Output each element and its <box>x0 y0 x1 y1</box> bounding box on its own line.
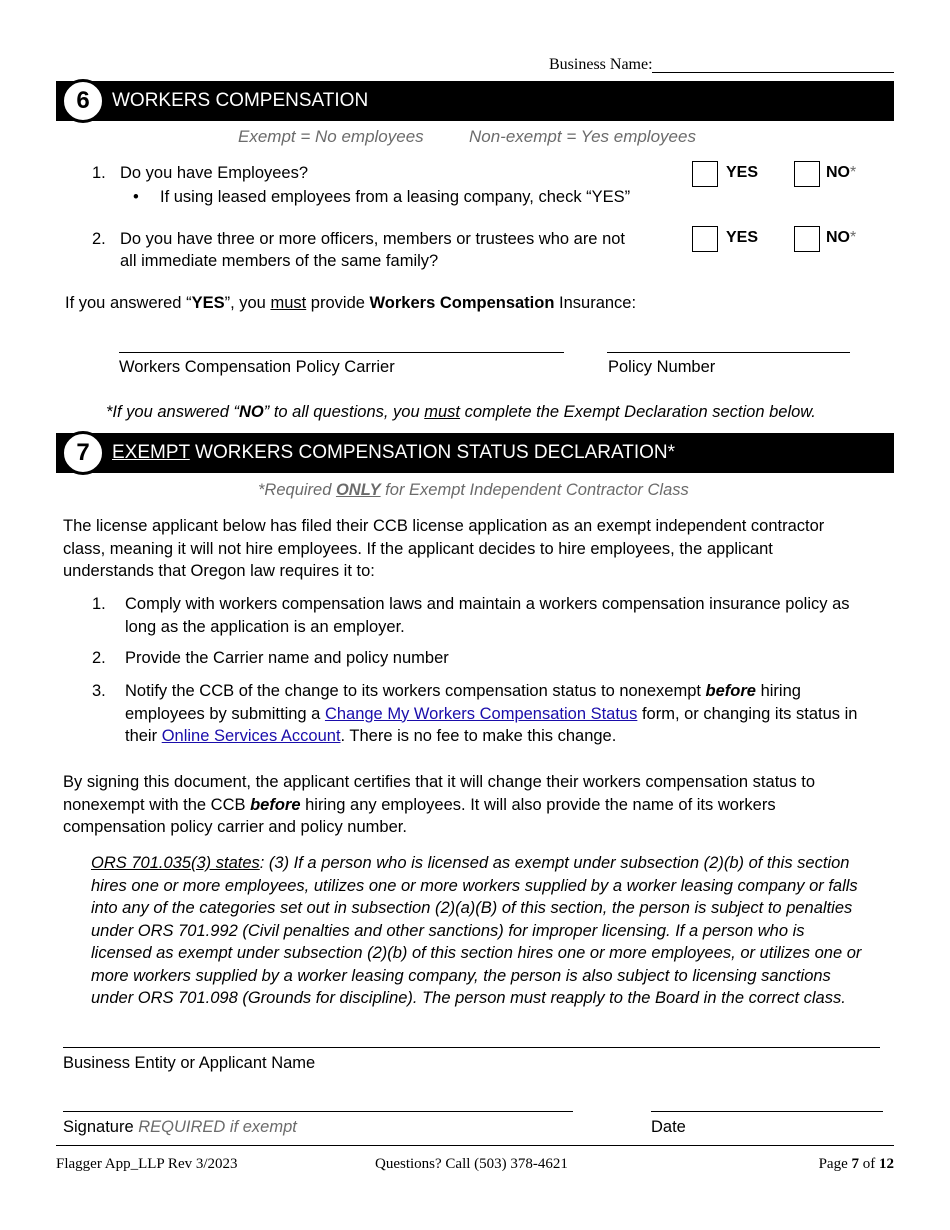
question-1-number: 1. <box>92 164 106 182</box>
question-1-text: Do you have Employees? <box>120 164 309 182</box>
signature-label: Signature REQUIRED if exempt <box>63 1118 297 1136</box>
q2-no-label: NO* <box>826 229 857 246</box>
bullet-icon: • <box>133 188 139 206</box>
section-7-title: EXEMPT WORKERS COMPENSATION STATUS DECLARATION* <box>112 442 676 463</box>
ors-statute-quote: ORS 701.035(3) states: (3) If a person who is licensed as exempt under subsection (2)(b) of this section hires one or more employees, utilizes one or more workers supplied by a worker leasing company or falls into any of the categories set out in subsection (2)(a)(B) of this section, the person is subject to penalties under ORS 701.992 (Civil penalties and other sanctions) for improper licensing. If a person who is licensed as exempt under subsection (2)(b) of this section hires one or more employees, or utilizes one or more workers supplied by a worker leasing company, the person is also subject to licensing sanctions under ORS 701.098 (Grounds for discipline). The person must reapply to the Board in the correct class. <box>91 854 862 1007</box>
item-1-number: 1. <box>92 595 106 613</box>
item-1-text: Comply with workers compensation laws and maintain a workers compensation insurance policy as long as the application is an employer. <box>125 595 850 636</box>
carrier-field[interactable] <box>119 352 564 353</box>
certification-paragraph: By signing this document, the applicant certifies that it will change their workers compensation status to nonexempt with the CCB before hiring any employees. It will also provide the name of its workers compensation policy carrier and policy number. <box>63 773 816 836</box>
item-2-text: Provide the Carrier name and policy number <box>125 649 449 667</box>
footer-page-number: Page 7 of 12 <box>818 1156 894 1172</box>
section-7-number: 7 <box>61 431 105 475</box>
policy-number-label: Policy Number <box>608 358 716 376</box>
q1-no-checkbox[interactable] <box>794 161 820 187</box>
q2-yes-label: YES <box>726 229 759 246</box>
business-name-field[interactable] <box>652 72 894 73</box>
signature-field[interactable] <box>63 1111 573 1112</box>
policy-number-field[interactable] <box>607 352 850 353</box>
question-2-line-1: Do you have three or more officers, members or trustees who are not <box>120 230 626 248</box>
legend-nonexempt: Non-exempt = Yes employees <box>469 127 696 146</box>
footer-questions: Questions? Call (503) 378-4621 <box>375 1156 568 1172</box>
item-2-number: 2. <box>92 649 106 667</box>
q1-yes-label: YES <box>726 164 759 181</box>
section-6-title: WORKERS COMPENSATION <box>112 90 369 111</box>
question-2-line-2: all immediate members of the same family? <box>120 252 439 270</box>
date-field[interactable] <box>651 1111 883 1112</box>
question-1-bullet: If using leased employees from a leasing company, check “YES” <box>160 188 631 206</box>
entity-name-label: Business Entity or Applicant Name <box>63 1054 316 1072</box>
section-7-header <box>56 433 894 473</box>
question-2-number: 2. <box>92 230 106 248</box>
change-wc-status-link[interactable]: Change My Workers Compensation Status <box>324 704 638 723</box>
section-6-number: 6 <box>61 79 105 123</box>
q1-yes-checkbox[interactable] <box>692 161 718 187</box>
item-3-text: Notify the CCB of the change to its workers compensation status to nonexempt before hiring employees by submitting a Change My Workers Compensation Status form, or changing its status in their Online Services Account. There is no fee to make this change. <box>125 682 858 745</box>
carrier-label: Workers Compensation Policy Carrier <box>119 358 395 376</box>
business-name-label: Business Name: <box>549 56 653 73</box>
q2-yes-checkbox[interactable] <box>692 226 718 252</box>
footer-form-id: Flagger App_LLP Rev 3/2023 <box>56 1156 238 1172</box>
item-3-number: 3. <box>92 682 106 700</box>
q1-no-label: NO* <box>826 164 857 181</box>
intro-paragraph: The license applicant below has filed their CCB license application as an exempt independent contractor class, meaning it will not hire employees. If the applicant decides to hire employees, the applicant understands that Oregon law requires it to: <box>63 517 825 580</box>
online-services-account-link[interactable]: Online Services Account <box>161 727 341 745</box>
footer-divider <box>56 1145 894 1146</box>
q2-no-checkbox[interactable] <box>794 226 820 252</box>
exempt-note: *If you answered “NO” to all questions, you must complete the Exempt Declaration section below. <box>106 403 816 421</box>
if-yes-instruction: If you answered “YES”, you must provide Workers Compensation Insurance: <box>65 294 637 312</box>
date-label: Date <box>651 1118 686 1136</box>
legend-exempt: Exempt = No employees <box>238 127 424 146</box>
section-6-header <box>56 81 894 121</box>
entity-name-field[interactable] <box>63 1047 880 1048</box>
required-note: *Required ONLY for Exempt Independent Contractor Class <box>258 481 689 499</box>
